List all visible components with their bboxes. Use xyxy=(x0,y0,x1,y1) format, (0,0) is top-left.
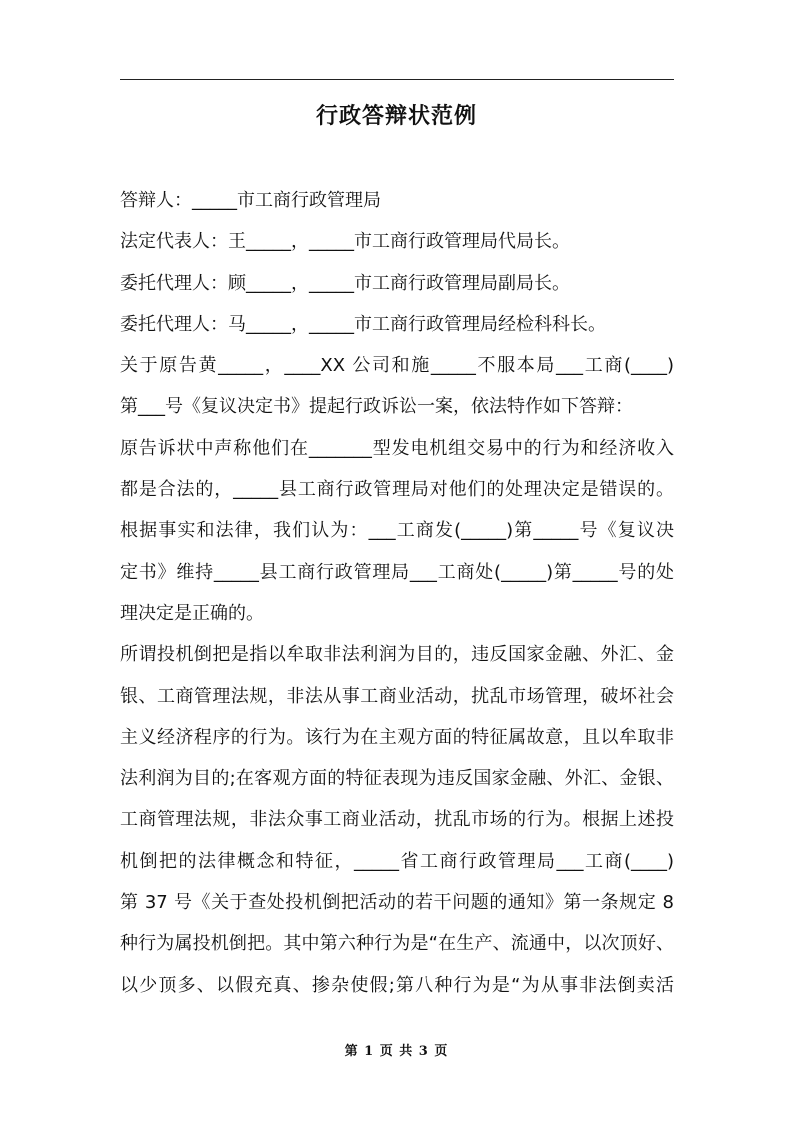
body-line: 理决定是正确的。 xyxy=(120,602,264,624)
body-line: 主义经济程序的行为。该行为在主观方面的特征属故意，且以牟取非 xyxy=(120,726,674,748)
page-footer: 第 1 页 共 3 页 xyxy=(344,1044,449,1059)
body-line: 原告诉状中声称他们在_______型发电机组交易中的行为和经济收入 xyxy=(120,437,674,459)
body-line: 定书》维持_____县工商行政管理局___工商处(_____)第_____号的处 xyxy=(120,561,674,583)
body-line: 委托代理人：顾_____，_____市工商行政管理局副局长。 xyxy=(120,272,570,294)
body-line: 银、工商管理法规，非法从事工商业活动，扰乱市场管理，破坏社会 xyxy=(120,685,674,707)
body-line: 法定代表人：王_____，_____市工商行政管理局代局长。 xyxy=(120,231,570,253)
body-line: 机倒把的法律概念和特征，_____省工商行政管理局___工商(____) xyxy=(120,850,674,872)
body-line: 种行为属投机倒把。其中第六种行为是“在生产、流通中，以次顶好、 xyxy=(120,933,674,955)
document-title: 行政答辩状范例 xyxy=(315,104,477,129)
body-line: 委托代理人：马_____，_____市工商行政管理局经检科科长。 xyxy=(120,313,606,335)
header-rule xyxy=(120,79,674,80)
body-line: 第___号《复议决定书》提起行政诉讼一案，依法特作如下答辩： xyxy=(120,396,633,418)
document-body xyxy=(120,180,674,1006)
body-line: 所谓投机倒把是指以牟取非法利润为目的，违反国家金融、外汇、金 xyxy=(120,644,674,666)
body-line: 以少顶多、以假充真、掺杂使假;第八种行为是“为从事非法倒卖活 xyxy=(120,974,674,996)
body-line: 第 37 号《关于查处投机倒把活动的若干问题的通知》第一条规定 8 xyxy=(120,892,674,914)
body-line: 法利润为目的;在客观方面的特征表现为违反国家金融、外汇、金银、 xyxy=(120,768,674,790)
body-line: 根据事实和法律，我们认为：___工商发(_____)第_____号《复议决 xyxy=(120,520,674,542)
body-line: 答辩人：_____市工商行政管理局 xyxy=(120,190,381,211)
body-line: 工商管理法规，非法众事工商业活动，扰乱市场的行为。根据上述投 xyxy=(120,809,674,831)
body-line: 关于原告黄_____，____XX 公司和施_____不服本局___工商(____) xyxy=(120,355,674,377)
body-line: 都是合法的，_____县工商行政管理局对他们的处理决定是错误的。 xyxy=(120,479,674,501)
